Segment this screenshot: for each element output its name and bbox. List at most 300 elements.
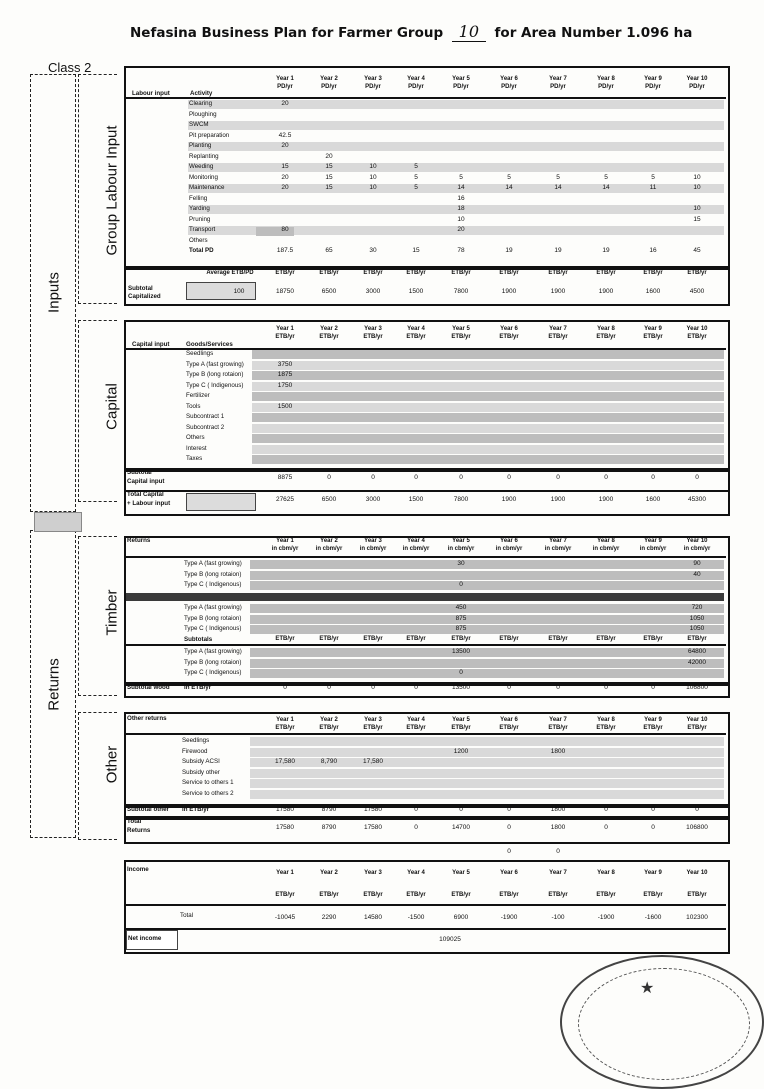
timber-year-header: Year 10 bbox=[686, 538, 708, 544]
capital-total-cell: 1900 bbox=[501, 496, 517, 503]
activity-label: Transport bbox=[189, 226, 216, 233]
timber-etb-shade bbox=[250, 659, 724, 668]
activity-label: Replanting bbox=[189, 152, 219, 160]
avg-etb-value: 100 bbox=[233, 288, 245, 295]
capital-input-label: Capital input bbox=[127, 478, 165, 485]
capital-unit-header: ETB/yr bbox=[406, 334, 426, 340]
labour-cell: 20 bbox=[325, 152, 333, 160]
activity-label: Total PD bbox=[189, 247, 214, 254]
capital-cell: 1875 bbox=[277, 371, 293, 378]
timber-etb-unit: ETB/yr bbox=[363, 636, 383, 642]
activity-label: Pruning bbox=[189, 215, 211, 223]
other-header-rule bbox=[126, 733, 726, 735]
timber-etb-unit: ETB/yr bbox=[643, 636, 663, 642]
timber-etb-label: Type C ( Indigenous) bbox=[184, 669, 242, 676]
capital-cell: 3750 bbox=[277, 360, 293, 368]
labour-cell: 10 bbox=[693, 205, 701, 212]
page-title bbox=[130, 22, 692, 42]
capital-item-label: Type B (long rotaion) bbox=[186, 371, 244, 378]
other-item-label: Service to others 1 bbox=[182, 779, 234, 786]
timber-etb-unit: ETB/yr bbox=[451, 636, 471, 642]
timber-label: Timber bbox=[103, 589, 121, 636]
labour-etb-unit: ETB/yr bbox=[499, 270, 519, 276]
income-unit-header: ETB/yr bbox=[275, 892, 295, 898]
income-total-cell: -1600 bbox=[644, 914, 662, 921]
income-total-cell: -1900 bbox=[500, 914, 518, 921]
group-number: 10 bbox=[452, 22, 486, 42]
income-total-cell: -1500 bbox=[407, 914, 425, 921]
labour-etb-unit: ETB/yr bbox=[363, 270, 383, 276]
capital-row-shade bbox=[252, 350, 724, 359]
class-label: Class 2 bbox=[48, 60, 92, 75]
labour-cell: 78 bbox=[457, 247, 465, 254]
capitalized-label: Capitalized bbox=[128, 293, 161, 300]
timber-subtotal-cell: 0 bbox=[651, 684, 655, 691]
timber-etb-label: Type B (long rotaion) bbox=[184, 658, 242, 666]
income-unit-header: ETB/yr bbox=[548, 892, 568, 898]
labour-cell: 19 bbox=[602, 247, 610, 254]
labour-etb-unit: ETB/yr bbox=[275, 270, 295, 276]
timber-price-label: Type A (fast growing) bbox=[184, 604, 242, 611]
timber-dark-band bbox=[126, 593, 724, 601]
labour-cell: 30 bbox=[369, 247, 377, 254]
labour-subtotal-cell: 1900 bbox=[501, 288, 517, 295]
total-capital-box bbox=[186, 493, 256, 511]
capital-subtotal-cell: 0 bbox=[459, 474, 463, 481]
labour-cell: 5 bbox=[604, 173, 608, 181]
capital-row-shade bbox=[252, 455, 724, 464]
capital-item-label: Type A (fast growing) bbox=[186, 360, 244, 368]
income-year-header: Year 4 bbox=[407, 870, 425, 876]
total-capital-label: Total Capital bbox=[127, 491, 164, 498]
income-net-rule bbox=[126, 928, 726, 930]
subtotal-wood-unit: in ETB/yr bbox=[184, 684, 212, 691]
labour-cell: 19 bbox=[554, 247, 562, 254]
activity-label: Ploughing bbox=[189, 110, 217, 118]
star-icon: ★ bbox=[640, 980, 655, 997]
timber-etb-label: Type A (fast growing) bbox=[184, 648, 242, 655]
timber-etb-unit: ETB/yr bbox=[319, 636, 339, 642]
activity-label: Others bbox=[189, 236, 208, 244]
capital-total-cell: 45300 bbox=[687, 496, 707, 503]
capital-item-label: Subcontract 1 bbox=[186, 413, 225, 420]
timber-subtotal-cell: 13500 bbox=[451, 684, 471, 691]
timber-vol-shade bbox=[250, 571, 724, 580]
income-unit-header: ETB/yr bbox=[687, 892, 707, 898]
labour-etb-unit: ETB/yr bbox=[687, 270, 707, 276]
labour-etb-unit: ETB/yr bbox=[451, 270, 471, 276]
other-unit-header: ETB/yr bbox=[275, 725, 295, 731]
capital-subtotal-label: Subtotal bbox=[127, 469, 152, 476]
capital-row-shade bbox=[252, 371, 724, 380]
other-cell: 17,580 bbox=[363, 758, 383, 765]
income-total-cell: -1900 bbox=[597, 914, 615, 921]
timber-etb-unit: ETB/yr bbox=[548, 636, 568, 642]
other-item-label: Subsidy other bbox=[182, 768, 220, 776]
timber-vol-cell: 30 bbox=[457, 560, 465, 567]
capital-cell: 1750 bbox=[277, 381, 293, 389]
timber-vol-cell: 90 bbox=[693, 560, 701, 567]
other-year-header: Year 6 bbox=[500, 717, 518, 723]
timber-sub-rule bbox=[126, 644, 726, 646]
timber-year-header: Year 4 bbox=[407, 538, 425, 544]
capital-total-cell: 1500 bbox=[408, 496, 424, 503]
other-unit-header: ETB/yr bbox=[319, 725, 339, 731]
labour-input-label: + Labour input bbox=[127, 500, 171, 507]
other-year-header: Year 7 bbox=[549, 717, 567, 723]
labour-subtotal-cell: 1600 bbox=[645, 288, 661, 295]
labour-unit-header: PD/yr bbox=[277, 84, 293, 90]
income-year-header: Year 5 bbox=[452, 870, 470, 876]
labour-unit-header: PD/yr bbox=[645, 84, 661, 90]
other-subtotal-cell: 0 bbox=[459, 806, 463, 813]
stamp-inner-ring bbox=[578, 968, 750, 1080]
timber-type-label: Type C ( Indigenous) bbox=[184, 581, 242, 588]
timber-price-shade bbox=[250, 625, 724, 634]
labour-year-header: Year 5 bbox=[452, 76, 470, 82]
labour-etb-unit: ETB/yr bbox=[548, 270, 568, 276]
timber-subtotal-cell: 0 bbox=[327, 684, 331, 691]
capital-header-rule bbox=[126, 348, 726, 350]
capital-subtotal-cell: 0 bbox=[371, 474, 375, 481]
total-returns-cell: 14700 bbox=[451, 824, 471, 831]
title-prefix: Nefasina Business Plan for Farmer Group bbox=[130, 25, 444, 41]
capital-row-shade bbox=[252, 392, 724, 401]
timber-etb-unit: ETB/yr bbox=[275, 636, 295, 642]
labour-unit-header: PD/yr bbox=[550, 84, 566, 90]
labour-cell: 10 bbox=[369, 173, 377, 181]
income-total-cell: -100 bbox=[551, 914, 565, 921]
other-subtotal-cell: 8790 bbox=[321, 806, 337, 813]
other-unit-header: ETB/yr bbox=[406, 725, 426, 731]
other-row-shade bbox=[250, 748, 724, 757]
labour-year-header: Year 9 bbox=[644, 76, 662, 82]
total-returns-label: Total bbox=[127, 818, 142, 825]
labour-etb-unit: ETB/yr bbox=[319, 270, 339, 276]
labour-cell: 10 bbox=[369, 184, 377, 191]
labour-etb-unit: ETB/yr bbox=[406, 270, 426, 276]
capital-total-cell: 6500 bbox=[321, 496, 337, 503]
labour-cell: 5 bbox=[414, 184, 418, 191]
labour-cell: 20 bbox=[281, 100, 289, 107]
labour-year-header: Year 2 bbox=[320, 76, 338, 82]
timber-unit-header: in cbm/yr bbox=[639, 546, 667, 552]
timber-subtotal-cell: 0 bbox=[414, 684, 418, 691]
timber-price-label: Type C ( Indigenous) bbox=[184, 625, 242, 632]
labour-cell: 15 bbox=[325, 184, 333, 191]
labour-cell: 15 bbox=[412, 247, 420, 254]
income-year-header: Year 6 bbox=[500, 870, 518, 876]
other-subtotal-cell: 0 bbox=[507, 806, 511, 813]
capital-item-label: Tools bbox=[186, 402, 201, 410]
capital-unit-header: ETB/yr bbox=[363, 334, 383, 340]
other-item-label: Subsidy ACSI bbox=[182, 758, 220, 765]
capital-total-cell: 1900 bbox=[550, 496, 566, 503]
labour-subtotal-cell: 1900 bbox=[598, 288, 614, 295]
capital-year-header: Year 7 bbox=[549, 326, 567, 332]
capital-subtotal-cell: 0 bbox=[556, 474, 560, 481]
timber-unit-header: in cbm/yr bbox=[544, 546, 572, 552]
timber-price-cell: 720 bbox=[691, 604, 703, 611]
capital-subtotal-cell: 0 bbox=[695, 474, 699, 481]
labour-year-header: Year 3 bbox=[364, 76, 382, 82]
labour-year-header: Year 4 bbox=[407, 76, 425, 82]
group-divider bbox=[34, 512, 82, 532]
income-unit-header: ETB/yr bbox=[406, 892, 426, 898]
activity-label: Felling bbox=[189, 194, 208, 202]
timber-etb-unit: ETB/yr bbox=[499, 636, 519, 642]
capital-item-label: Seedlings bbox=[186, 350, 214, 357]
labour-etb-unit: ETB/yr bbox=[596, 270, 616, 276]
income-total-cell: -10045 bbox=[274, 914, 296, 921]
activity-label: Monitoring bbox=[189, 173, 218, 181]
capital-year-header: Year 3 bbox=[364, 326, 382, 332]
income-year-header: Year 3 bbox=[364, 870, 382, 876]
subtotals-label: Subtotals bbox=[184, 636, 213, 643]
labour-cell: 15 bbox=[325, 163, 333, 170]
capital-year-header: Year 1 bbox=[276, 326, 294, 332]
timber-type-label: Type B (long rotaion) bbox=[184, 570, 242, 578]
total-returns-cell: 0 bbox=[604, 824, 608, 831]
labour-cell: 14 bbox=[554, 184, 562, 191]
labour-cell: 20 bbox=[281, 173, 289, 181]
income-unit-header: ETB/yr bbox=[643, 892, 663, 898]
timber-year-header: Year 8 bbox=[597, 538, 615, 544]
income-unit-header: ETB/yr bbox=[451, 892, 471, 898]
other-year-header: Year 5 bbox=[452, 717, 470, 723]
labour-cell: 16 bbox=[457, 194, 465, 202]
labour-cell: 14 bbox=[505, 184, 513, 191]
labour-subtotal-cell: 18750 bbox=[275, 288, 295, 295]
returns-header: Returns bbox=[127, 537, 151, 544]
timber-unit-header: in cbm/yr bbox=[359, 546, 387, 552]
timber-etb-cell: 0 bbox=[459, 669, 463, 676]
goods-services-header: Goods/Services bbox=[186, 341, 233, 348]
timber-etb-shade bbox=[250, 648, 724, 657]
subtotal-label: Subtotal bbox=[128, 285, 153, 292]
income-unit-header: ETB/yr bbox=[596, 892, 616, 898]
labour-year-header: Year 10 bbox=[686, 76, 708, 82]
capital-row-shade bbox=[252, 445, 724, 454]
timber-etb-cell: 42000 bbox=[687, 658, 707, 666]
timber-price-cell: 450 bbox=[455, 604, 467, 611]
labour-cell: 5 bbox=[651, 173, 655, 181]
timber-price-label: Type B (long rotaion) bbox=[184, 614, 242, 622]
labour-subtotal-cell: 4500 bbox=[689, 288, 705, 295]
labour-cell: 10 bbox=[693, 173, 701, 181]
timber-unit-header: in cbm/yr bbox=[592, 546, 620, 552]
group-labour-label: Group Labour Input bbox=[103, 125, 121, 256]
timber-unit-header: in cbm/yr bbox=[402, 546, 430, 552]
total-returns-cell: 17580 bbox=[275, 824, 295, 831]
activity-label: Yarding bbox=[189, 205, 210, 212]
timber-year-header: Year 6 bbox=[500, 538, 518, 544]
labour-row-shade bbox=[188, 121, 724, 130]
timber-subtotal-cell: 106800 bbox=[686, 684, 708, 691]
other-subtotal-cell: 0 bbox=[604, 806, 608, 813]
capital-year-header: Year 8 bbox=[597, 326, 615, 332]
timber-price-shade bbox=[250, 604, 724, 613]
other-cell: 17,580 bbox=[275, 758, 295, 765]
total-returns-cell: 0 bbox=[414, 824, 418, 831]
labour-unit-header: PD/yr bbox=[321, 84, 337, 90]
other-unit-header: ETB/yr bbox=[596, 725, 616, 731]
timber-price-cell: 1050 bbox=[689, 625, 705, 632]
labour-year-header: Year 6 bbox=[500, 76, 518, 82]
labour-cell: 11 bbox=[649, 184, 657, 191]
labour-cell: 10 bbox=[457, 215, 465, 223]
labour-cell: 18 bbox=[457, 205, 465, 212]
capital-total-cell: 27625 bbox=[275, 496, 295, 503]
labour-unit-header: PD/yr bbox=[501, 84, 517, 90]
capital-unit-header: ETB/yr bbox=[596, 334, 616, 340]
timber-unit-header: in cbm/yr bbox=[271, 546, 299, 552]
capital-unit-header: ETB/yr bbox=[548, 334, 568, 340]
labour-year-header: Year 7 bbox=[549, 76, 567, 82]
timber-year-header: Year 1 bbox=[276, 538, 294, 544]
income-unit-header: ETB/yr bbox=[319, 892, 339, 898]
labour-cell: 20 bbox=[281, 184, 289, 191]
labour-etb-unit: ETB/yr bbox=[643, 270, 663, 276]
other-subtotal-cell: 0 bbox=[695, 806, 699, 813]
timber-price-cell: 875 bbox=[455, 625, 467, 632]
income-unit-header: ETB/yr bbox=[363, 892, 383, 898]
activity-label: Pit preparation bbox=[189, 131, 230, 139]
capital-total-cell: 1600 bbox=[645, 496, 661, 503]
capital-subtotal-cell: 0 bbox=[507, 474, 511, 481]
other-row-shade bbox=[250, 779, 724, 788]
timber-subtotal-cell: 0 bbox=[604, 684, 608, 691]
capital-total-cell: 7800 bbox=[453, 496, 469, 503]
other-item-label: Firewood bbox=[182, 747, 208, 755]
labour-unit-header: PD/yr bbox=[365, 84, 381, 90]
capital-item-label: Type C ( Indigenous) bbox=[186, 381, 244, 389]
labour-subtotal-cell: 3000 bbox=[365, 288, 381, 295]
timber-unit-header: in cbm/yr bbox=[447, 546, 475, 552]
activity-label: Maintenance bbox=[189, 184, 225, 191]
other-returns-header: Other returns bbox=[127, 715, 167, 722]
labour-cell: 15 bbox=[325, 173, 333, 181]
timber-price-cell: 875 bbox=[455, 614, 467, 622]
other-unit-header: ETB/yr bbox=[548, 725, 568, 731]
capital-year-header: Year 6 bbox=[500, 326, 518, 332]
labour-unit-header: PD/yr bbox=[689, 84, 705, 90]
timber-year-header: Year 5 bbox=[452, 538, 470, 544]
other-row-shade bbox=[250, 769, 724, 778]
capital-unit-header: ETB/yr bbox=[275, 334, 295, 340]
capital-item-label: Subcontract 2 bbox=[186, 423, 225, 431]
other-year-header: Year 4 bbox=[407, 717, 425, 723]
labour-cell: 20 bbox=[457, 226, 465, 233]
capital-total-cell: 1900 bbox=[598, 496, 614, 503]
capital-cell: 1500 bbox=[277, 402, 293, 410]
labour-subtotal-cell: 7800 bbox=[453, 288, 469, 295]
net-income-label: Net income bbox=[128, 935, 162, 942]
activity-label: Weeding bbox=[189, 163, 214, 170]
other-year-header: Year 1 bbox=[276, 717, 294, 723]
other-item-label: Service to others 2 bbox=[182, 789, 234, 797]
total-returns-cell: 8790 bbox=[321, 824, 337, 831]
returns-label-2: Returns bbox=[127, 827, 151, 834]
income-year-header: Year 1 bbox=[276, 870, 294, 876]
other-subtotal-cell: 0 bbox=[414, 806, 418, 813]
title-suffix: for Area Number 1.096 ha bbox=[494, 25, 693, 41]
labour-cell: 14 bbox=[602, 184, 610, 191]
other-year-header: Year 8 bbox=[597, 717, 615, 723]
income-year-header: Year 2 bbox=[320, 870, 338, 876]
capital-row-shade bbox=[252, 413, 724, 422]
labour-cell: 5 bbox=[507, 173, 511, 181]
income-header: Income bbox=[127, 866, 149, 873]
other-year-header: Year 3 bbox=[364, 717, 382, 723]
capital-year-header: Year 5 bbox=[452, 326, 470, 332]
timber-year-header: Year 7 bbox=[549, 538, 567, 544]
timber-vol-shade bbox=[250, 560, 724, 569]
income-total-cell: 6900 bbox=[453, 914, 469, 921]
other-cell: 1200 bbox=[453, 747, 469, 755]
income-rule bbox=[126, 904, 726, 906]
timber-vol-shade bbox=[250, 581, 724, 590]
capital-row-shade bbox=[252, 424, 724, 433]
capital-unit-header: ETB/yr bbox=[687, 334, 707, 340]
other-item-label: Seedlings bbox=[182, 737, 210, 744]
capital-item-label: Interest bbox=[186, 444, 207, 452]
timber-type-label: Type A (fast growing) bbox=[184, 560, 242, 567]
income-unit-header: ETB/yr bbox=[499, 892, 519, 898]
income-total-cell: 14580 bbox=[363, 914, 383, 921]
other-cell: 8,790 bbox=[320, 758, 338, 765]
labour-cell: 20 bbox=[281, 142, 289, 149]
other-unit-header: ETB/yr bbox=[643, 725, 663, 731]
other-label: Other bbox=[103, 745, 121, 784]
activity-label: SWCM bbox=[189, 121, 209, 128]
labour-unit-header: PD/yr bbox=[408, 84, 424, 90]
timber-vol-cell: 0 bbox=[459, 581, 463, 588]
activity-header: Activity bbox=[190, 90, 213, 97]
other-cell: 1800 bbox=[550, 747, 566, 755]
total-returns-cell: 106800 bbox=[686, 824, 708, 831]
timber-year-header: Year 2 bbox=[320, 538, 338, 544]
total-returns-cell: 1800 bbox=[550, 824, 566, 831]
timber-etb-unit: ETB/yr bbox=[406, 636, 426, 642]
total-returns-cell: 0 bbox=[651, 824, 655, 831]
other-unit-header: ETB/yr bbox=[363, 725, 383, 731]
timber-unit-header: in cbm/yr bbox=[315, 546, 343, 552]
timber-subtotal-cell: 0 bbox=[371, 684, 375, 691]
income-year-header: Year 10 bbox=[686, 870, 708, 876]
timber-unit-header: in cbm/yr bbox=[683, 546, 711, 552]
income-total-label: Total bbox=[180, 912, 194, 919]
other-subtotal-cell: 17580 bbox=[363, 806, 383, 813]
labour-cell: 5 bbox=[459, 173, 463, 181]
timber-etb-cell: 64800 bbox=[687, 648, 707, 655]
timber-etb-unit: ETB/yr bbox=[596, 636, 616, 642]
timber-year-header: Year 9 bbox=[644, 538, 662, 544]
capital-row-shade bbox=[252, 434, 724, 443]
extra-zero-cell: 0 bbox=[556, 848, 560, 855]
labour-cell: 65 bbox=[325, 247, 333, 254]
other-subtotal-cell: 17580 bbox=[275, 806, 295, 813]
inputs-label: Inputs bbox=[45, 272, 63, 313]
capital-subtotal-cell: 0 bbox=[604, 474, 608, 481]
income-total-cell: 102300 bbox=[686, 914, 708, 921]
labour-cell: 19 bbox=[505, 247, 513, 254]
labour-cell: 16 bbox=[649, 247, 657, 254]
capital-unit-header: ETB/yr bbox=[451, 334, 471, 340]
other-year-header: Year 9 bbox=[644, 717, 662, 723]
capital-year-header: Year 9 bbox=[644, 326, 662, 332]
labour-cell: 15 bbox=[281, 163, 289, 170]
